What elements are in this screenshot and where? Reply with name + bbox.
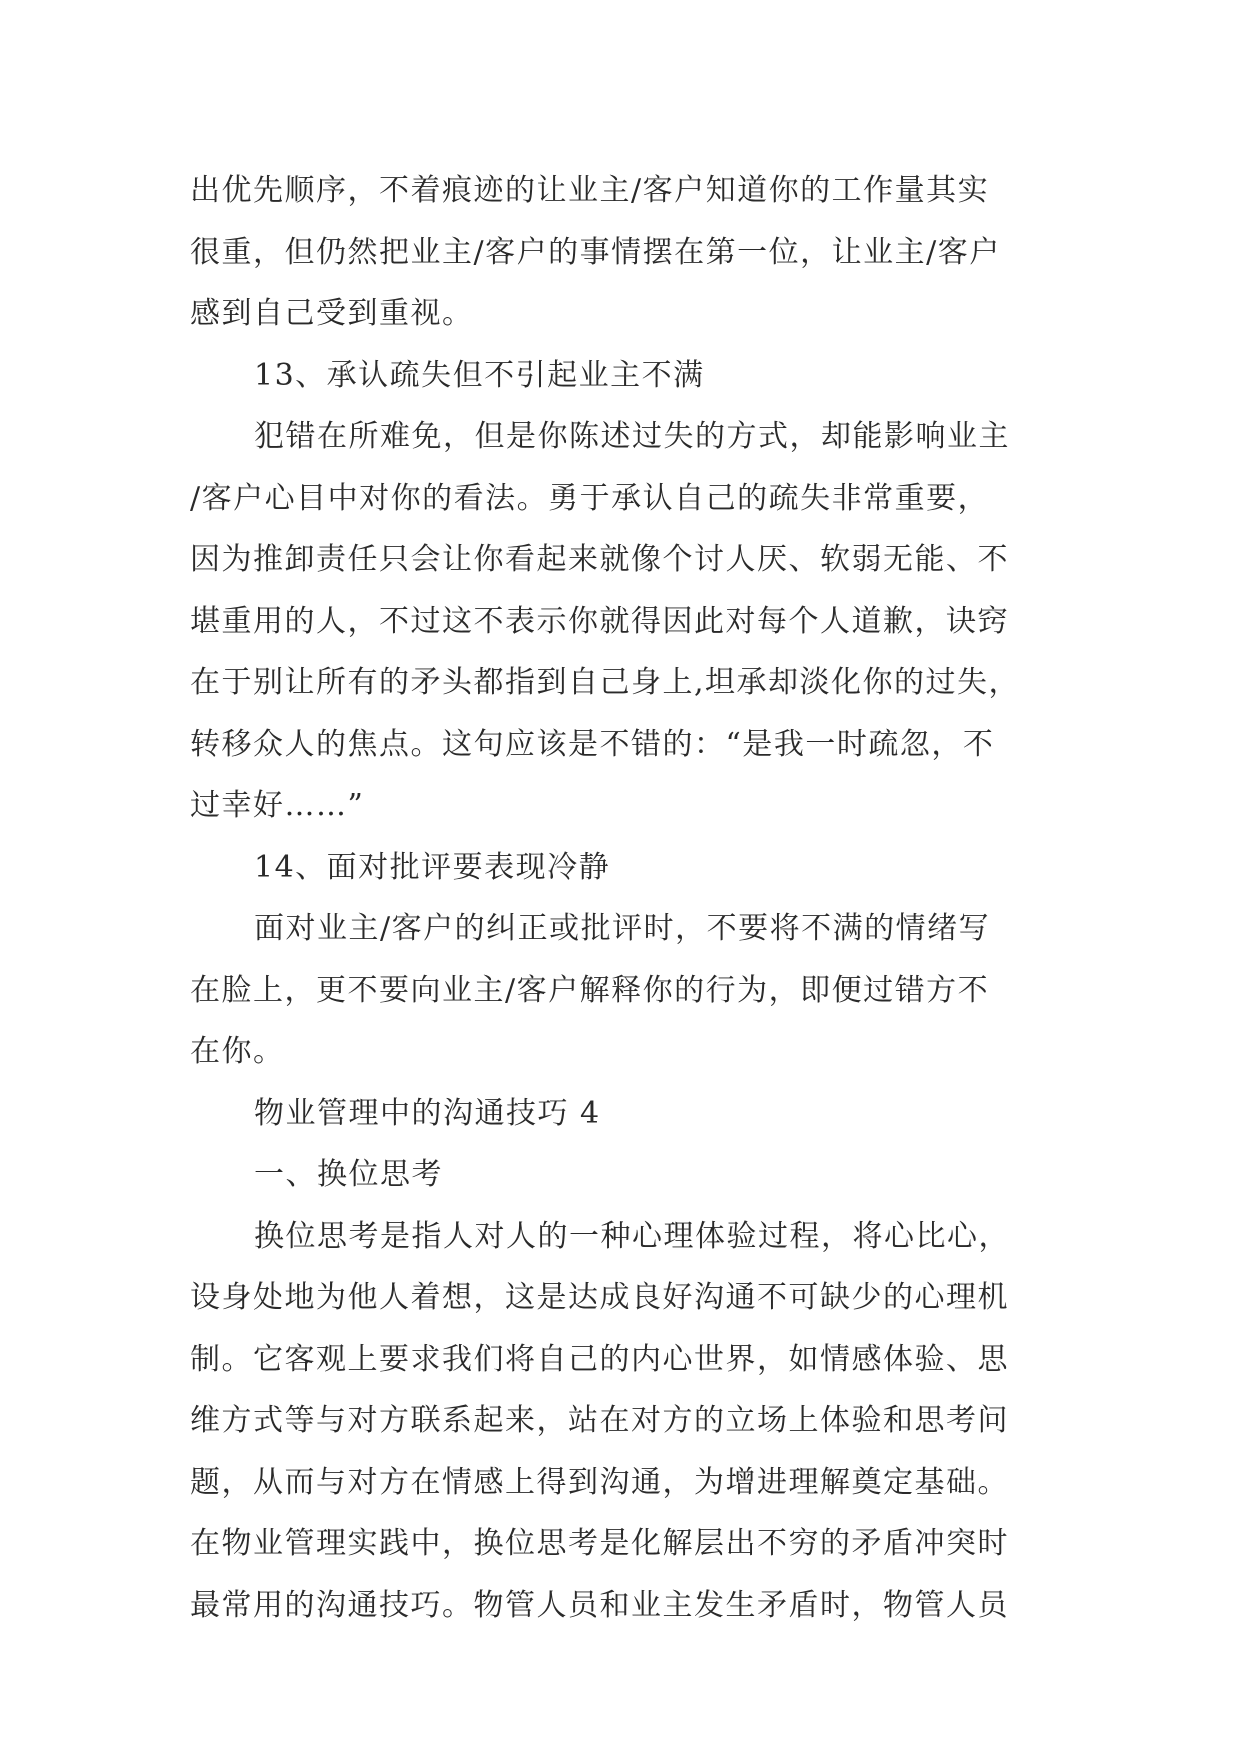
section-heading: 一、换位思考: [254, 1157, 443, 1192]
text-line: 在脸上，更不要向业主/客户解释你的行为，即便过错方不: [190, 972, 990, 1008]
text-line: 题，从而与对方在情感上得到沟通，为增进理解奠定基础。: [190, 1464, 1009, 1500]
text-line: /客户心目中对你的看法。勇于承认自己的疏失非常重要，: [190, 480, 990, 516]
text-line: 在于别让所有的矛头都指到自己身上,坦承却淡化你的过失，: [190, 665, 1021, 700]
text-line: 在物业管理实践中，换位思考是化解层出不穷的矛盾冲突时: [190, 1526, 1009, 1561]
text-line: 犯错在所难免，但是你陈述过失的方式，却能影响业主: [254, 419, 1010, 454]
text-line: 很重，但仍然把业主/客户的事情摆在第一位，让业主/客户: [190, 234, 1001, 270]
text-line: 最常用的沟通技巧。物管人员和业主发生矛盾时，物管人员: [190, 1587, 1009, 1623]
text-line: 制。它客观上要求我们将自己的内心世界，如情感体验、思: [190, 1341, 1009, 1377]
text-line: 面对业主/客户的纠正或批评时，不要将不满的情绪写: [254, 911, 991, 946]
text-line: 过幸好……”: [190, 788, 365, 823]
chapter-title: 物业管理中的沟通技巧 4: [254, 1095, 601, 1131]
text-line: 堪重用的人，不过这不表示你就得因此对每个人道歉，诀窍: [190, 603, 1009, 639]
text-line: 维方式等与对方联系起来，站在对方的立场上体验和思考问: [190, 1403, 1009, 1438]
section-heading: 14、面对批评要表现冷静: [254, 849, 611, 885]
section-heading: 13、承认疏失但不引起业主不满: [254, 357, 705, 393]
text-line: 设身处地为他人着想，这是达成良好沟通不可缺少的心理机: [190, 1280, 1009, 1315]
text-line: 转移众人的焦点。这句应该是不错的：“是我一时疏忽，不: [190, 726, 995, 762]
text-line: 因为推卸责任只会让你看起来就像个讨人厌、软弱无能、不: [190, 542, 1009, 577]
text-line: 感到自己受到重视。: [190, 296, 474, 331]
text-line: 在你。: [190, 1034, 285, 1069]
text-line: 出优先顺序，不着痕迹的让业主/客户知道你的工作量其实: [190, 173, 990, 208]
text-line: 换位思考是指人对人的一种心理体验过程，将心比心，: [254, 1218, 1010, 1254]
document-body: [190, 160, 1050, 1636]
